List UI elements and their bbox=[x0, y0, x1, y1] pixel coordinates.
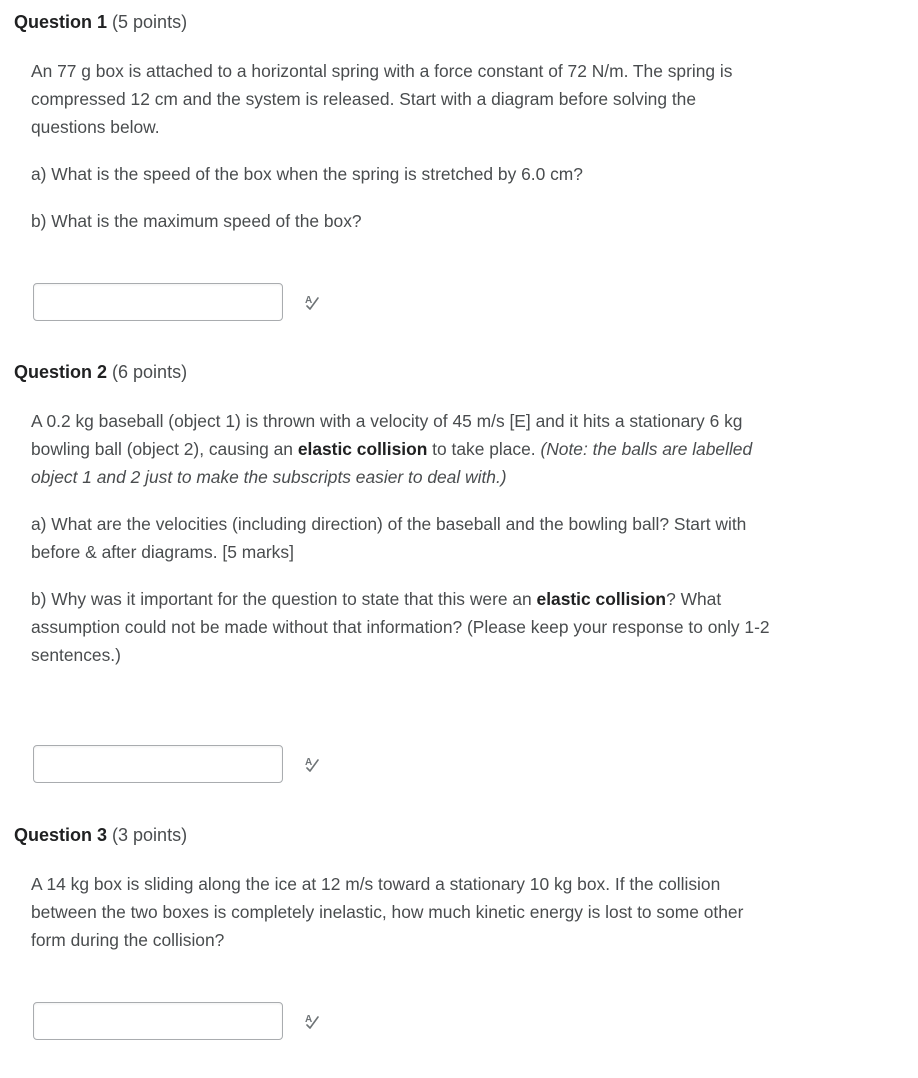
question-1-title: Question 1 bbox=[14, 12, 108, 32]
question-3-body bbox=[31, 870, 771, 954]
question-2-title: Question 2 bbox=[14, 362, 108, 382]
question-2-heading bbox=[14, 360, 894, 384]
question-2-body bbox=[31, 407, 771, 669]
question-3-points: (3 points) bbox=[112, 825, 188, 845]
question-2-prompt-tail: to take place. bbox=[427, 439, 541, 459]
question-3-heading bbox=[14, 823, 894, 847]
question-1-prompt: An 77 g box is attached to a horizontal spring with a force constant of 72 N/m. The spring is compressed 12 cm and the system is released. Start with a diagram before solving the questions below. bbox=[31, 61, 733, 137]
question-2 bbox=[14, 360, 894, 384]
question-2-part-b-text: b) Why was it important for the question to state that this were an bbox=[31, 589, 537, 609]
question-2-part-b-tail: ? What assumption could not be made without that information? (Please keep your response to only 1-2 sentences.) bbox=[31, 589, 770, 665]
question-2-prompt bbox=[31, 407, 771, 491]
question-1 bbox=[14, 10, 894, 34]
question-1-answer-input[interactable] bbox=[33, 283, 283, 321]
question-1-heading bbox=[14, 10, 894, 34]
question-1-body bbox=[31, 57, 771, 235]
spell-check-icon[interactable] bbox=[303, 1012, 321, 1030]
question-2-answer-input[interactable] bbox=[33, 745, 283, 783]
spell-check-icon[interactable] bbox=[303, 755, 321, 773]
question-3-answer-input[interactable] bbox=[33, 1002, 283, 1040]
question-1-part-b: b) What is the maximum speed of the box? bbox=[31, 211, 362, 231]
spell-check-icon[interactable] bbox=[303, 293, 321, 311]
svg-text:A: A bbox=[305, 757, 313, 768]
question-2-part-a: a) What are the velocities (including direction) of the baseball and the bowling ball? Start with before & after diagrams. [5 marks] bbox=[31, 514, 747, 562]
question-2-part-b-bold: elastic collision bbox=[536, 589, 667, 609]
question-3 bbox=[14, 823, 894, 847]
question-1-answer-row bbox=[33, 283, 333, 325]
question-2-points: (6 points) bbox=[112, 362, 188, 382]
question-2-elastic-collision-bold: elastic collision bbox=[297, 439, 428, 459]
question-2-note: (Note: the balls are labelled object 1 and 2 just to make the subscripts easier to deal with.) bbox=[31, 439, 753, 487]
question-2-prompt-text: A 0.2 kg baseball (object 1) is thrown with a velocity of 45 m/s [E] and it hits a stationary 6 kg bowling ball (object 2), causing an bbox=[31, 411, 743, 459]
question-1-points: (5 points) bbox=[112, 12, 188, 32]
question-1-part-a: a) What is the speed of the box when the spring is stretched by 6.0 cm? bbox=[31, 164, 583, 184]
question-3-title: Question 3 bbox=[14, 825, 108, 845]
question-2-part-b bbox=[31, 585, 771, 669]
question-3-prompt: A 14 kg box is sliding along the ice at 12 m/s toward a stationary 10 kg box. If the collision between the two boxes is completely inelastic, how much kinetic energy is lost to some other form during the collision? bbox=[31, 874, 744, 950]
svg-text:A: A bbox=[305, 295, 313, 306]
svg-text:A: A bbox=[305, 1014, 313, 1025]
question-3-answer-row bbox=[33, 1002, 333, 1044]
question-2-answer-row bbox=[33, 745, 333, 787]
